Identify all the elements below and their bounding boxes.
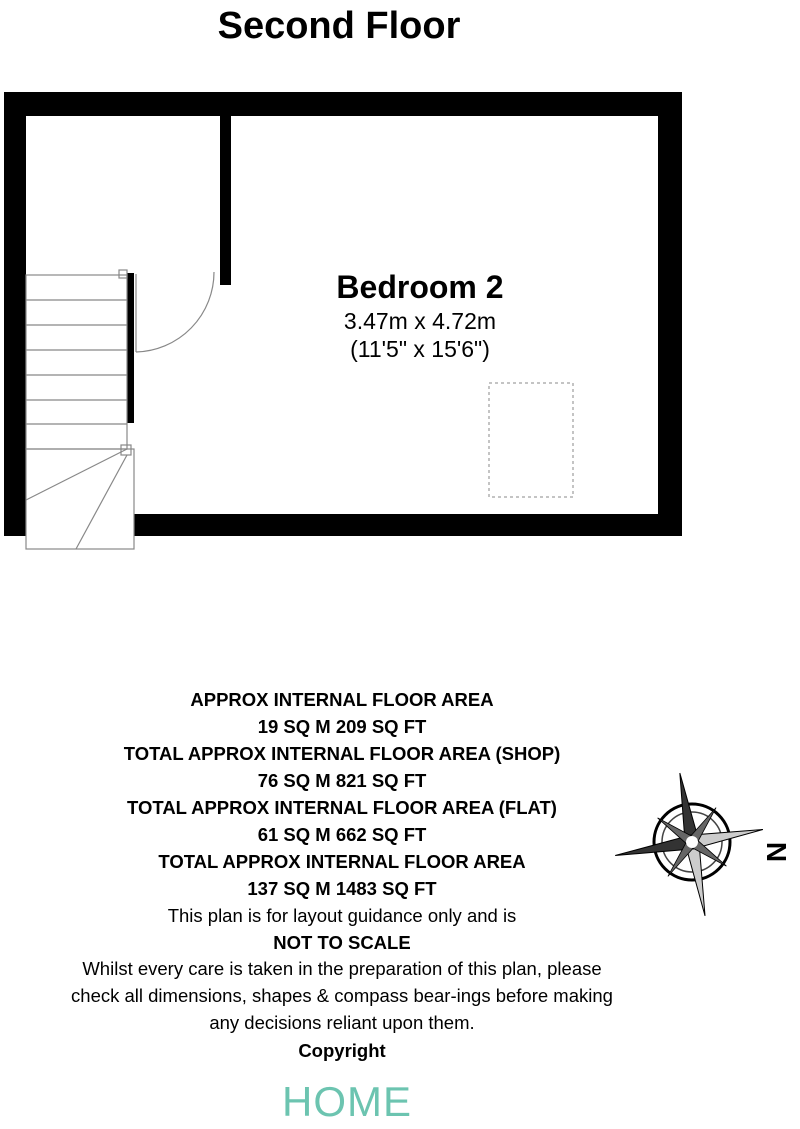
note-line: 19 SQ M 209 SQ FT xyxy=(257,716,427,737)
skylight xyxy=(489,383,573,497)
partition-wall xyxy=(220,112,231,285)
note-line: TOTAL APPROX INTERNAL FLOOR AREA (SHOP) xyxy=(123,743,561,764)
note-line: NOT TO SCALE xyxy=(273,932,411,953)
room-dimensions-metric: 3.47m x 4.72m xyxy=(343,308,497,334)
note-line: TOTAL APPROX INTERNAL FLOOR AREA (FLAT) xyxy=(127,797,557,818)
staircase xyxy=(26,270,134,549)
area-notes xyxy=(60,686,624,956)
door-swing xyxy=(136,272,214,352)
wall-right xyxy=(658,92,682,536)
note-line: 61 SQ M 662 SQ FT xyxy=(257,824,427,845)
note-line: 76 SQ M 821 SQ FT xyxy=(257,770,427,791)
room-name: Bedroom 2 xyxy=(336,269,504,305)
note-line: 137 SQ M 1483 SQ FT xyxy=(247,878,437,899)
compass-rose-icon xyxy=(612,770,772,920)
note-line: APPROX INTERNAL FLOOR AREA xyxy=(190,689,494,710)
wall-bottom xyxy=(134,514,682,536)
disclaimer: Whilst every care is taken in the preparation of this plan, please check all dimensions, shapes & compass bear-ings before making any decisions reliant upon them. xyxy=(71,958,613,1033)
copyright: Copyright xyxy=(298,1040,386,1061)
wall-top xyxy=(4,92,682,116)
note-line: This plan is for layout guidance only and is xyxy=(167,905,517,926)
stair-rail xyxy=(127,273,134,423)
wall-left xyxy=(4,92,26,536)
room-dimensions-imperial: (11'5" x 15'6") xyxy=(350,336,490,362)
compass-north-label: N xyxy=(761,841,793,863)
floor-title: Second Floor xyxy=(217,5,461,47)
home-logo: HOME xyxy=(282,1078,412,1125)
note-line: TOTAL APPROX INTERNAL FLOOR AREA xyxy=(158,851,526,872)
